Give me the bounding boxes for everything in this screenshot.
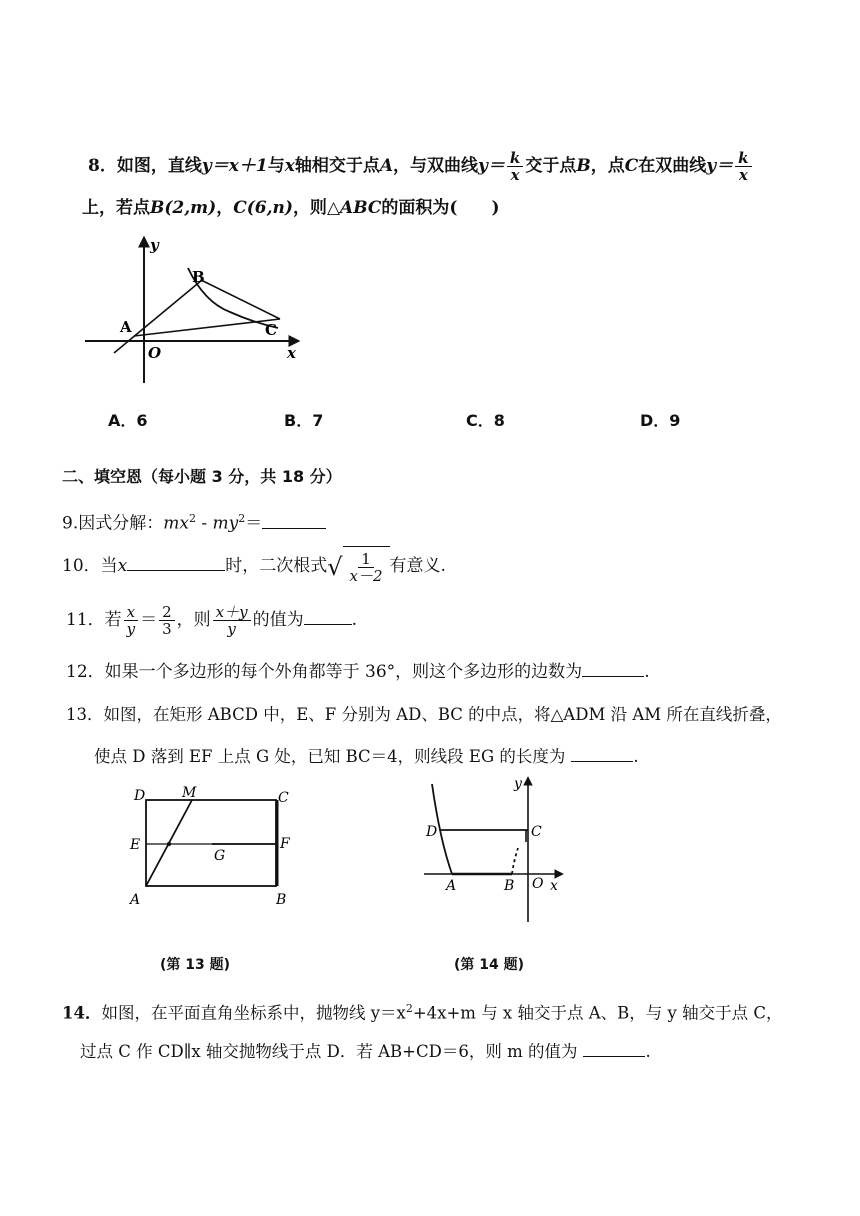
q8-option-c: C．8 <box>466 411 505 430</box>
q13-figure <box>126 784 306 914</box>
q14-figure-caption: (第 14 题) <box>454 957 525 973</box>
q14-line2: 过点 C 作 CD∥x 轴交抛物线于点 D．若 AB+CD＝6，则 m 的值为 . <box>80 1042 651 1061</box>
q8-label-A: A <box>120 318 132 336</box>
q11-fraction-x-over-y: $\frac{x}{y}$ <box>124 604 138 637</box>
q12-answer-blank[interactable] <box>582 660 644 677</box>
q14-figure <box>418 770 578 928</box>
q14-label-y: y <box>514 776 522 792</box>
q14-label-D: D <box>426 824 438 840</box>
q8-option-d: D．9 <box>640 411 681 430</box>
q13-label-M: M <box>182 785 197 801</box>
q14-label-B: B <box>504 878 515 894</box>
q13-rectangle-ABCD <box>146 800 276 886</box>
q8-label-x: x <box>287 344 296 362</box>
q13-label-D: D <box>134 788 146 804</box>
q10: 10．当x 时，二次根式 √ $\frac{1}{x-2}$ 有意义. <box>62 546 446 587</box>
q8-line2: 上，若点B(2,m)，C(6,n)，则△ABC的面积为( ) <box>82 198 500 218</box>
q8-line-y-x-plus-1 <box>114 280 202 353</box>
q8-label-B: B <box>192 268 205 286</box>
q13-line2: 使点 D 落到 EF 上点 G 处，已知 BC＝4，则线段 EG 的长度为 . <box>94 747 639 766</box>
q8-label-O: O <box>148 344 162 362</box>
q12: 12．如果一个多边形的每个外角都等于 36°，则这个多边形的边数为 . <box>66 662 650 682</box>
q14-label-A: A <box>446 878 457 894</box>
q8-option-a: A．6 <box>108 411 148 430</box>
q9-answer-blank[interactable] <box>262 512 326 529</box>
q9: 9.因式分解：$mx^2 - my^2=$ <box>62 508 326 535</box>
q8-label-y: y <box>150 236 159 254</box>
q13-line1: 13．如图，在矩形 ABCD 中，E、F 分别为 AD、BC 的中点，将△ADM 沿 AM 所在直线折叠， <box>66 705 782 724</box>
q8-figure <box>80 230 320 390</box>
q14-answer-blank[interactable] <box>583 1040 645 1057</box>
q11-fraction-xy-over-y: $\frac{x+y}{y}$ <box>213 604 251 637</box>
q13-figure-caption: (第 13 题) <box>160 957 231 973</box>
q8-line1: 8．如图，直线y＝x＋1与x轴相交于点A，与双曲线y＝ $\frac{k}{x}$ 交于点B，点C在双曲线y＝ $\frac{k}{x}$ <box>88 150 754 183</box>
q8-segment-BC <box>201 280 280 319</box>
q13-label-A: A <box>130 892 141 908</box>
q11-answer-blank[interactable] <box>304 608 352 625</box>
q13-label-E: E <box>130 837 141 853</box>
q13-label-C: C <box>278 790 289 806</box>
q14-parabola-right <box>512 848 518 874</box>
q13-label-B: B <box>276 892 287 908</box>
q14-label-O: O <box>532 876 544 892</box>
q8-number: 8． <box>88 156 117 176</box>
q8-label-C: C <box>265 321 277 339</box>
q8-fraction-k-over-x-2: $\frac{k}{x}$ <box>735 150 751 183</box>
q13-label-F: F <box>280 836 290 852</box>
q13-label-G: G <box>214 848 226 864</box>
q11: 11．若 $\frac{x}{y}$ ＝ $\frac{2}{3}$ ，则 $\frac{x+y}{y}$ 的值为 . <box>66 603 358 638</box>
q13-answer-blank[interactable] <box>571 745 633 762</box>
q8-segment-AC <box>134 319 280 336</box>
q10-square-root: √ $\frac{1}{x-2}$ <box>327 546 389 587</box>
q14-label-C: C <box>531 824 542 840</box>
q14-label-x: x <box>550 878 558 894</box>
q10-answer-blank[interactable] <box>127 554 225 571</box>
q8-fraction-k-over-x-1: $\frac{k}{x}$ <box>507 150 523 183</box>
q8-option-b: B．7 <box>284 411 324 430</box>
q11-fraction-2-over-3: $\frac{2}{3}$ <box>159 604 175 637</box>
q13-point-on-AM <box>167 842 171 846</box>
section2-title: 二、填空恩（每小题 3 分，共 18 分） <box>62 467 342 486</box>
q14-line1: 14．如图，在平面直角坐标系中，抛物线 $y=x^2+4x+m$ 与 x 轴交于点 A、B，与 y 轴交于点 C， <box>62 1002 783 1023</box>
